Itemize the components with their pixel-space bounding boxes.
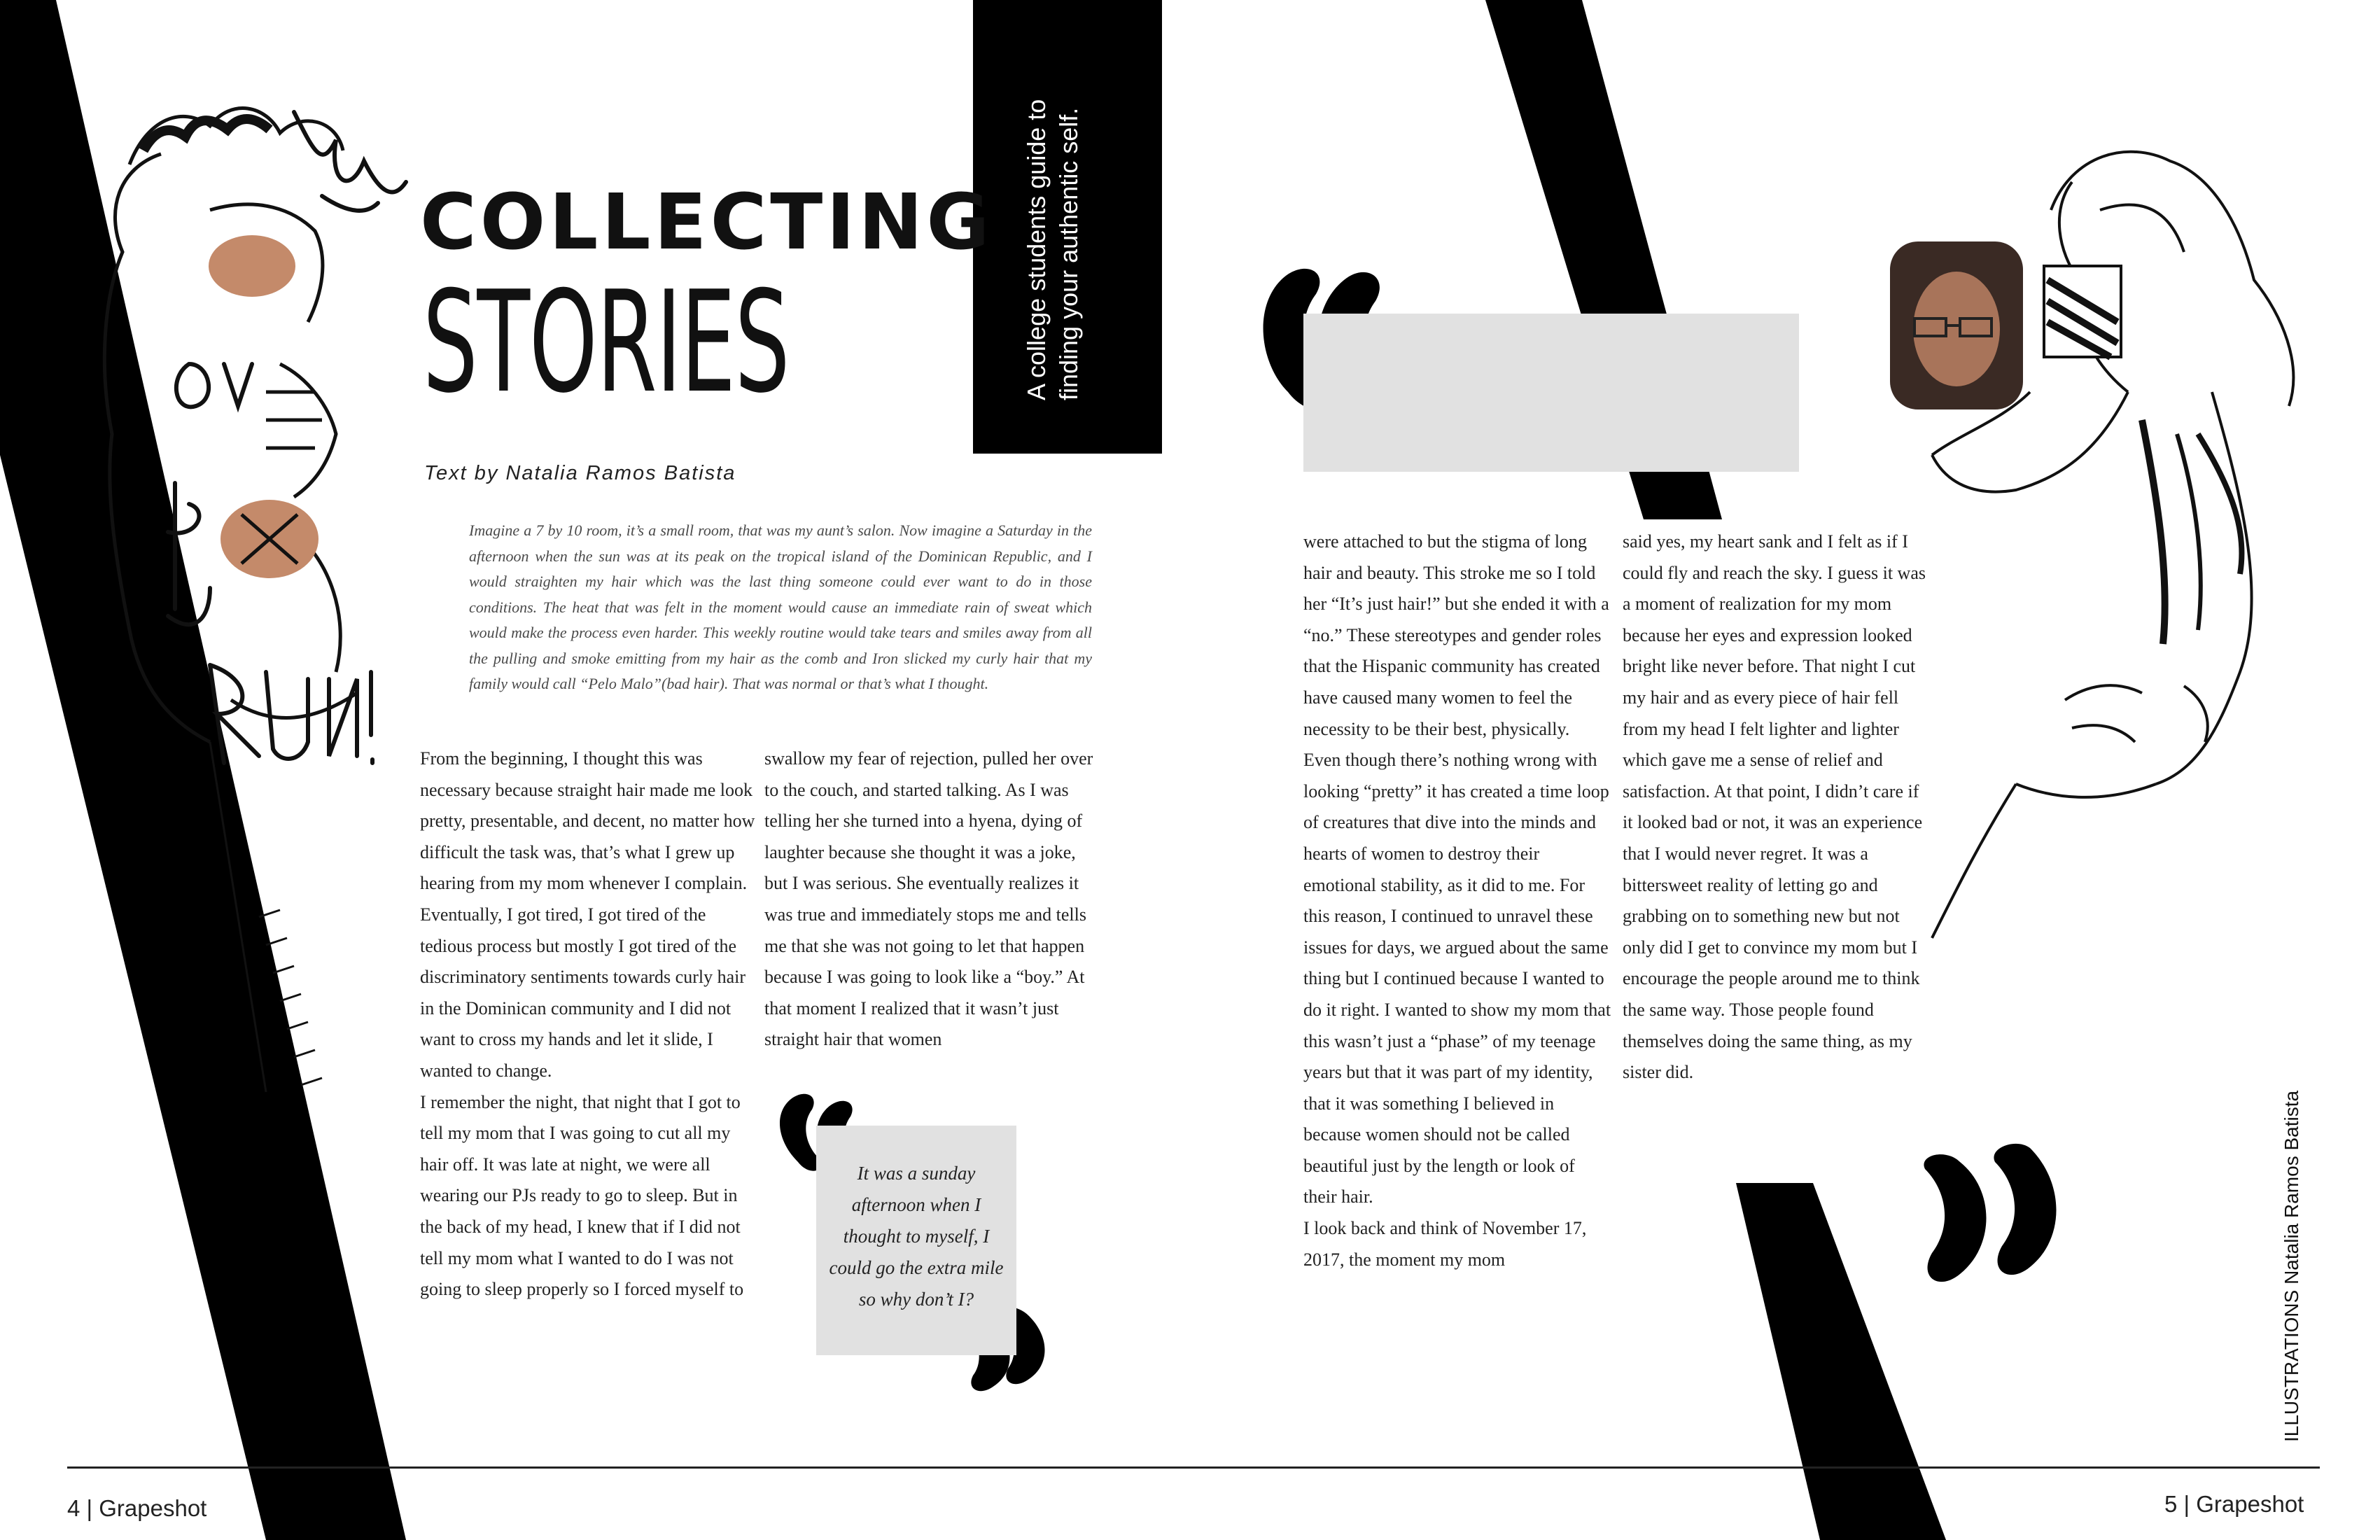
headline-line2: STORIES [423,261,790,424]
intro-paragraph: Imagine a 7 by 10 room, it’s a small room, that was my aunt’s salon. Now imagine a Saturday in the afternoon when the sun was at its peak on the tropical island of the Dominican Republic, and I would straighten my hair which was the last thing someone could ever want to do in those conditions. The heat that was felt in the moment would cause an immediate rain of sweat which would make the process even harder. This weekly routine would take tears and smiles away from all the pulling and smoke emitting from my hair as the comb and Iron slicked my curly hair that my family would call “Pelo Malo”(bad hair). That was normal or that’s what I thought. [469,522,1092,692]
body-paragraph: I remember the night, that night that I got to tell my mom that I was going to cut all my hair off. It was late at night, we were all wearing our PJs ready to go to sleep. But in the back of my head, I knew that if I did not tell my mom what I wanted to do I was not going to sleep properly so I forced myself to [420,1091,744,1300]
tagline: A college students guide to finding your authentic self. [1022,99,1083,400]
eye-photo-collage [209,235,295,297]
byline: Text by Natalia Ramos Batista [424,462,736,484]
quote-gray-box [1303,314,1799,472]
center-diagonal-stripe-bottom [1736,1183,1946,1540]
page-number-right: 5 | Grapeshot [2164,1491,2304,1517]
footer-rule [67,1466,2320,1469]
close-quote-large-icon [1924,1144,2056,1282]
body-column-3 [1303,526,1611,1275]
face-mask-stripes [2044,266,2121,357]
portrait-face [1913,272,2000,386]
body-paragraph: said yes, my heart sank and I felt as if I could fly and reach the sky. I guess it was a moment of realization for my mom because her eyes and expression looked bright like never before. That night I cut my hair and as every piece of hair fell from my head I felt lighter and lighter which gave me a sense of relief and satisfaction. At that point, I didn’t care if it looked bad or not, it was an experience that I would never regret. It was a bittersweet reality of letting go and grabbing on to something new but not only did I get to convince my mom but I encourage the people around me to think the same way. Those people found themselves doing the same thing, as my sister did. [1623,531,1926,1083]
body-paragraph: were attached to but the stigma of long hair and beauty. This stroke me so I told her “It’s just hair!” but she ended it with a “no.” These stereotypes and gender roles that the Hispanic community has created have caused many women to feel the necessity to be their best, physically. Even though there’s nothing wrong with looking “pretty” it has created a time loop of creatures that dive into the minds and hearts of women to destroy their emotional stability, as it did to me. For this reason, I continued to unravel these issues for days, we argued about the same thing but I continued because I wanted to do it right. I wanted to show my mom that this wasn’t just a “phase” of my teenage years but that it was part of my identity, that it was something I believed in because women should not be called beautiful just by the length or look of their hair. [1303,531,1611,1208]
body-column-4 [1623,526,1931,1088]
body-column-2 [764,743,1100,1056]
page-number-left: 4 | Grapeshot [67,1495,207,1521]
body-paragraph: From the beginning, I thought this was necessary because straight hair made me look pretty, presentable, and decent, no matter how difficult the task was, that’s what I grew up hearing from my mom whenever I complain. Eventually, I got tired, I got tired of the tedious process but mostly I got tired of the discriminatory sentiments towards curly hair in the Dominican community and I did not want to cross my hands and let it slide, I wanted to change. [420,748,755,1081]
pull-quote: It was a sunday afternoon when I thought to myself, I could go the extra mile so why don’t I? [829,1163,1004,1310]
illustration-credit: ILLUSTRATIONS Natalia Ramos Batista [2281,1090,2302,1442]
body-paragraph: I look back and think of November 17, 2017, the moment my mom [1303,1218,1587,1270]
left-diagonal-stripe [0,0,406,1540]
body-paragraph: swallow my fear of rejection, pulled her over to the couch, and started talking. As I was telling her she turned into a hyena, dying of laughter because she thought it was a joke, but I was serious. She eventually realizes it was true and immediately stops me and tells me that she was not going to let that happen because I was going to look like a “boy.” At that moment I realized that it wasn’t just straight hair that women [764,748,1093,1050]
headline-line1: COLLECTING [420,177,993,267]
body-column-1 [420,743,756,1306]
